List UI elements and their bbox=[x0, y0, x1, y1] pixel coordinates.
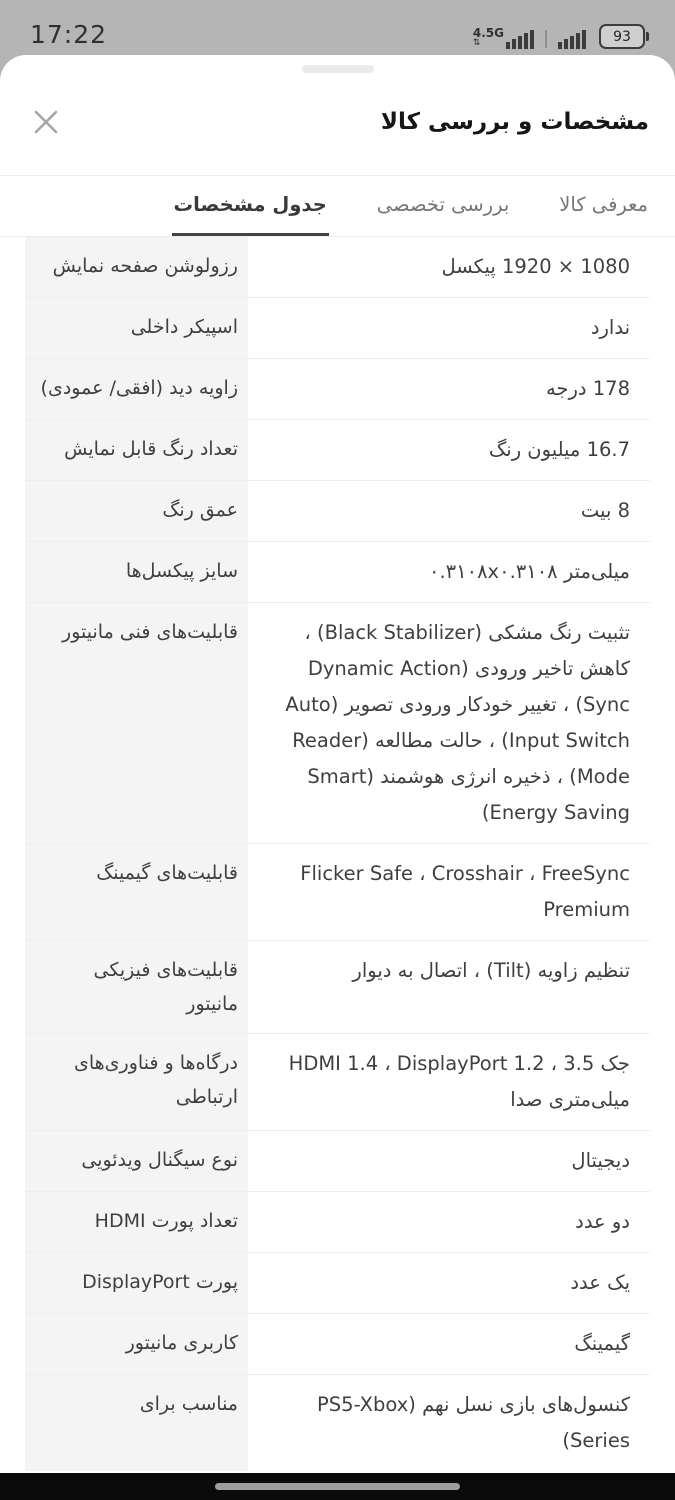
table-row bbox=[25, 541, 650, 602]
spec-table[interactable] bbox=[25, 237, 650, 1471]
table-row bbox=[25, 1313, 650, 1374]
sheet-header bbox=[0, 73, 675, 175]
spec-label: عمق رنگ bbox=[25, 481, 248, 541]
drag-handle[interactable] bbox=[302, 65, 374, 73]
table-row bbox=[25, 1130, 650, 1191]
spec-value: گیمینگ bbox=[574, 1332, 630, 1355]
table-row bbox=[25, 1191, 650, 1252]
spec-label: سایز پیکسل‌ها bbox=[25, 542, 248, 602]
clock: 17:22 bbox=[30, 20, 108, 49]
spec-label: تعداد رنگ قابل نمایش bbox=[25, 420, 248, 480]
spec-label: تعداد پورت HDMI bbox=[25, 1192, 248, 1252]
table-row bbox=[25, 940, 650, 1033]
close-icon bbox=[32, 108, 60, 136]
tab-product-intro[interactable]: معرفی کالا bbox=[559, 193, 648, 216]
status-icons bbox=[473, 24, 649, 49]
tab-expert-review[interactable]: بررسی تخصصی bbox=[376, 193, 510, 216]
battery-icon bbox=[599, 24, 649, 49]
spec-label: نوع سیگنال ویدئویی bbox=[25, 1131, 248, 1191]
tab-bar bbox=[0, 176, 675, 237]
signal-bars-icon bbox=[506, 28, 534, 49]
close-button[interactable] bbox=[30, 106, 62, 138]
system-navigation-bar bbox=[0, 1473, 675, 1500]
data-transfer-arrows-icon: ⇅ bbox=[472, 38, 481, 48]
sim-divider-line bbox=[545, 30, 547, 48]
spec-label: کاربری مانیتور bbox=[25, 1314, 248, 1374]
battery-percent: 93 bbox=[613, 28, 631, 45]
spec-value: تثبیت رنگ مشکی (Black Stabilizer) ، کاهش تاخیر ورودی (Dynamic Action Sync) ، تغییر خودکار ورودی تصویر (Auto Input Switch) ، حالت مطالعه (Reader Mode) ، ذخیره انرژی هوشمند (Smart Energy Saving) bbox=[285, 621, 630, 824]
table-row bbox=[25, 419, 650, 480]
signal-bars-icon-2 bbox=[558, 28, 586, 49]
table-row bbox=[25, 843, 650, 940]
spec-label: اسپیکر داخلی bbox=[25, 298, 248, 358]
spec-value: 8 بیت bbox=[580, 499, 630, 522]
spec-label: قابلیت‌های فنی مانیتور bbox=[25, 603, 248, 843]
table-row bbox=[25, 1252, 650, 1313]
table-row bbox=[25, 237, 650, 297]
cellular-signal-primary bbox=[473, 27, 534, 49]
spec-value: 16.7 میلیون رنگ bbox=[488, 438, 630, 461]
spec-label: قابلیت‌های گیمینگ bbox=[25, 844, 248, 940]
table-row bbox=[25, 297, 650, 358]
table-row bbox=[25, 1374, 650, 1471]
spec-value: تنظیم زاویه (Tilt) ، اتصال به دیوار bbox=[352, 959, 630, 982]
page-title: مشخصات و بررسی کالا bbox=[380, 109, 649, 135]
table-row bbox=[25, 480, 650, 541]
spec-value: میلی‌متر ۰.۳۱۰۸x۰.۳۱۰۸ bbox=[428, 560, 630, 583]
specs-bottom-sheet bbox=[0, 55, 675, 1500]
spec-label: قابلیت‌های فیزیکی مانیتور bbox=[25, 941, 248, 1033]
spec-value: 178 درجه bbox=[545, 377, 630, 400]
spec-value: کنسول‌های بازی نسل نهم (PS5-Xbox Series) bbox=[317, 1393, 630, 1452]
spec-value: Flicker Safe ، Crosshair ، FreeSync Premium bbox=[300, 862, 630, 921]
table-row bbox=[25, 358, 650, 419]
network-type-label: 4.5G bbox=[472, 26, 504, 40]
spec-value: 1080 × 1920 پیکسل bbox=[441, 255, 630, 278]
table-row bbox=[25, 1033, 650, 1130]
spec-label: مناسب برای bbox=[25, 1375, 248, 1471]
spec-label: زاویه دید (افقی/ عمودی) bbox=[25, 359, 248, 419]
spec-label: رزولوشن صفحه نمایش bbox=[25, 237, 248, 297]
home-indicator[interactable] bbox=[215, 1483, 460, 1490]
spec-value: دو عدد bbox=[575, 1210, 630, 1233]
spec-value: ندارد bbox=[590, 316, 630, 339]
table-row bbox=[25, 602, 650, 843]
tab-spec-table[interactable]: جدول مشخصات bbox=[172, 176, 329, 236]
status-bar bbox=[0, 0, 675, 55]
spec-value: یک عدد bbox=[570, 1271, 630, 1294]
spec-label: پورت DisplayPort bbox=[25, 1253, 248, 1313]
spec-label: درگاه‌ها و فناوری‌های ارتباطی bbox=[25, 1034, 248, 1130]
spec-value: جک 3.5 ، HDMI 1.4 ، DisplayPort 1.2 میلی‌متری صدا bbox=[288, 1052, 630, 1111]
spec-value: دیجیتال bbox=[571, 1149, 630, 1172]
